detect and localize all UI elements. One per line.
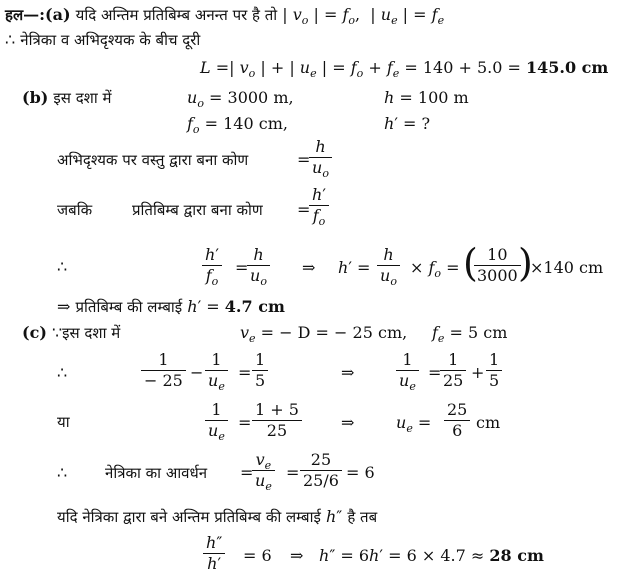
part-c-label: (c) <box>22 323 47 342</box>
fraction-1-over-ue: $\frac{1}{u_e}$ <box>396 350 419 391</box>
final-text: यदि नेत्रिका द्वारा बने अन्तिम प्रतिबिम्ब की लम्बाई <box>57 508 321 526</box>
fo-value: 140 cm, <box>223 114 288 133</box>
part-c-case-text: इस दशा में <box>62 324 121 342</box>
L-result: 145.0 cm <box>525 58 609 77</box>
ve-given: $v_e$ = − D = − 25 cm, <box>240 323 408 345</box>
solution-heading: हल <box>5 6 24 24</box>
part-b-label: (b) <box>22 88 49 107</box>
fraction-h-over-uo: $\frac{h}{u_o}$ <box>247 245 270 286</box>
fraction-ve-over-ue: $\frac{v_e}{u_e}$ <box>252 450 275 491</box>
fraction-6-over-25: $\frac{1 + 5}{25}$ <box>252 400 302 441</box>
part-b-case <box>22 88 111 108</box>
height-result-line: ⇒ प्रतिबिम्ब की लम्बाई h′ = 4.7 cm <box>57 297 285 316</box>
height-text: प्रतिबिम्ब की लम्बाई <box>75 298 183 316</box>
equals-sign: = <box>297 150 311 169</box>
magnification-text: नेत्रिका का आवर्धन <box>105 464 208 482</box>
fraction-hp-over-fo: $\frac{h'}{f_o}$ <box>309 185 329 226</box>
times-140-cm: ×140 cm <box>530 258 604 277</box>
hp-value: ? <box>421 114 431 133</box>
hpp-result: 28 cm <box>489 546 544 565</box>
equals-sign: = <box>240 463 254 482</box>
ya-word: या <box>57 413 70 431</box>
part-b-case-text: इस दशा में <box>53 89 112 107</box>
therefore-symbol: ∴ <box>57 363 68 382</box>
hp-label: h′ = <box>338 258 371 277</box>
ue-unit: cm <box>476 413 501 432</box>
uo-given: $u_o = 3000$ m, <box>187 88 294 110</box>
final-tail: है तब <box>347 508 378 526</box>
implies-arrow: ⇒ <box>302 258 316 277</box>
minus-sign: − <box>190 363 204 382</box>
equals-sign: = <box>238 363 252 382</box>
plus-sign: + <box>471 363 485 382</box>
equals-sign: = <box>286 463 300 482</box>
fraction-10-over-3000: $\frac{10}{3000}$ <box>474 245 521 286</box>
angle-image-text: प्रतिबिम्ब द्वारा बना कोण <box>132 201 263 219</box>
right-paren: ) <box>518 241 533 285</box>
fraction-1-over-ue: $\frac{1}{u_e}$ <box>205 400 228 441</box>
equals-sign: = <box>297 200 311 219</box>
line-distance-heading: ∴ नेत्रिका व अभिदृश्यक के बीच दूरी <box>5 30 201 49</box>
fraction-1-over-5: $\frac{1}{5}$ <box>486 350 502 391</box>
angle-object-text: अभिदृश्यक पर वस्तु द्वारा बना कोण <box>57 151 249 169</box>
line-part-a-condition: हल—:(a) यदि अन्तिम प्रतिबिम्ब अनन्त पर है तो | $v_o$ | = $f_o$, | $u_e$ | = $f_e$ <box>5 5 445 27</box>
fe-given: $f_e = 5$ cm <box>432 323 508 345</box>
implies-arrow: ⇒ <box>341 363 355 382</box>
fo-given: $f_o = 140$ cm, <box>187 114 288 136</box>
height-result: 4.7 cm <box>224 297 285 316</box>
line-L-equation: L =| $v_o$ | + | $u_e$ | = $f_o + f_e = 140 + 5.0 = 145.0$ cm <box>200 58 609 80</box>
implies-arrow: ⇒ <box>290 546 304 565</box>
part-c-case: (c) ∵इस दशा में <box>22 323 121 342</box>
final-statement: यदि नेत्रिका द्वारा बने अन्तिम प्रतिबिम्ब की लम्बाई h″ है तब <box>57 507 378 526</box>
fraction-25-over-25-6: $\frac{25}{25/6}$ <box>300 450 342 491</box>
ue-label: $u_e$ = <box>396 413 432 435</box>
hpp-equation: h″ = 6h′ = 6 × 4.7 ≈ 28 cm <box>319 546 544 565</box>
left-paren: ( <box>463 241 478 285</box>
distance-text: नेत्रिका व अभिदृश्यक के बीच दूरी <box>20 31 201 49</box>
h-given: h = 100 m <box>384 88 469 107</box>
fraction-1-over-minus25: $\frac{1}{- 25}$ <box>141 350 186 391</box>
therefore-symbol: ∴ <box>57 463 68 482</box>
fraction-hpp-over-hp: $\frac{h''}{h'}$ <box>203 533 225 574</box>
hpp-calc: = 6 × 4.7 ≈ <box>388 546 485 565</box>
fe-value: = 5 cm <box>449 323 508 342</box>
implies-arrow: ⇒ <box>341 413 355 432</box>
fraction-1-over-5: $\frac{1}{5}$ <box>252 350 268 391</box>
h-value: 100 m <box>417 88 469 107</box>
ve-value: = − D = − 25 cm, <box>260 323 408 342</box>
fraction-h-over-uo: $\frac{h}{u_o}$ <box>309 137 332 178</box>
hp-unknown: h′ = ? <box>384 114 431 133</box>
times-fo: × $f_o$ = <box>410 258 460 280</box>
part-a-label: (a) <box>45 5 71 24</box>
equals-sign: = <box>428 363 442 382</box>
fraction-1-over-ue: $\frac{1}{u_e}$ <box>205 350 228 391</box>
fraction-hp-over-fo: $\frac{h'}{f_o}$ <box>202 245 222 286</box>
equals-sign: = <box>235 258 249 277</box>
L-sum: 140 + 5.0 = <box>422 58 521 77</box>
fraction-h-over-uo: $\frac{h}{u_o}$ <box>377 245 400 286</box>
equals-sign: = <box>238 413 252 432</box>
uo-value: 3000 m, <box>227 88 294 107</box>
therefore-symbol: ∴ <box>57 257 68 276</box>
fraction-25-over-6: $\frac{25}{6}$ <box>444 400 470 441</box>
fraction-1-over-25: $\frac{1}{25}$ <box>440 350 466 391</box>
magnification-result: = 6 <box>346 463 375 482</box>
jabki-word: जबकि <box>57 201 93 219</box>
eq-6: = 6 <box>243 546 272 565</box>
condition-text: यदि अन्तिम प्रतिबिम्ब अनन्त पर है तो <box>75 6 278 24</box>
